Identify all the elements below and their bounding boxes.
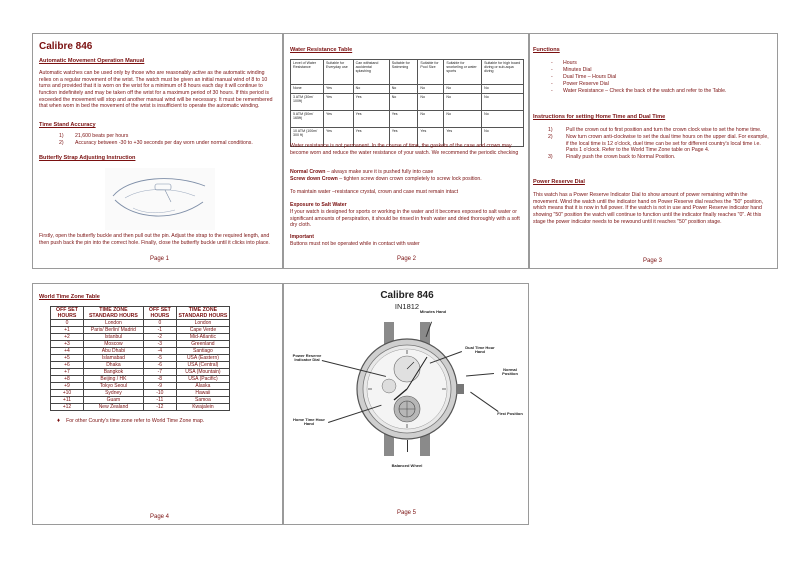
label-minutes-hand: Minutes Hand bbox=[419, 309, 447, 314]
table-row: +12 New Zealand -12 Kwajalein bbox=[51, 404, 230, 411]
list-item: - Hours bbox=[551, 60, 577, 66]
page-3-panel bbox=[529, 33, 778, 269]
list-item: - Dual Time – Hours Dial bbox=[551, 74, 617, 81]
list-item: 2) Accuracy between -30 to +30 seconds per day worn under normal conditions. bbox=[59, 139, 253, 146]
label-home-time: Home Time Hour Hand bbox=[293, 417, 325, 427]
table-row: 10 ATM (100m/ 300 ft) Yes Yes Yes Yes Yes No bbox=[291, 128, 524, 147]
label-balanced-wheel: Balanced Wheel bbox=[391, 463, 423, 468]
table-row: +8 Beijing / HK -8 USA (Pacific) bbox=[51, 376, 230, 383]
page-number: Page 5 bbox=[397, 510, 417, 516]
strap-paragraph: Firstly, open the butterfly buckle and then pull out the pin. Adjust the strap to the required length, and then push back the pin into the correct hole. Finally, close the butterfly buckle until it clicks into place. bbox=[39, 233, 270, 246]
table-row: +11 Guam -11 Samoa bbox=[51, 397, 230, 404]
page-2-panel bbox=[283, 33, 529, 269]
list-item: - Minutes Dial bbox=[551, 67, 592, 74]
label-power-reserve: Power Reserve Indicator Dial bbox=[292, 353, 322, 363]
label-normal-position: Normal Position bbox=[502, 367, 518, 377]
bullet-icon: ♦ bbox=[57, 418, 61, 424]
normal-crown-line: Normal Crown – always make sure it is pushed fully into case bbox=[290, 169, 434, 175]
exposure-paragraph: If your watch is designed for sports or working in the water and it becomes exposed to salt water or significant amounts of perspiration, it should be rinsed in fresh water and dried thoroughly with a soft dry cloth. bbox=[290, 209, 520, 229]
world-time-zone-table bbox=[50, 306, 230, 411]
page-number: Page 1 bbox=[150, 256, 170, 262]
list-item: 2) Now turn crown anti-clockwise to set the dual time hours on the upper dial. For example, if the local time is 12 o'clock, duel time can be set for different country's local time i.e. Paris 1 o'clock. Refer to the World Time Zone table on Page 4. bbox=[548, 133, 769, 154]
table-row: +5 Islamabad -5 USA (Eastern) bbox=[51, 355, 230, 362]
water-intro-paragraph: Water resistance is not permanent. In the course of time, the gaskets of the case and crown may become worn and reduce the water resistance of your watch. We recommend the periodic checking bbox=[290, 143, 519, 156]
section-heading-important: Important bbox=[290, 234, 314, 240]
table-row: +3 Moscow -3 Greenland bbox=[51, 341, 230, 348]
page-number: Page 4 bbox=[150, 514, 170, 520]
page-title: Calibre 846 bbox=[39, 41, 93, 52]
label-first-position: First Position bbox=[497, 411, 523, 416]
power-reserve-paragraph: This watch has a Power Reserve Indicator Dial to show amount of power remaining within the movement. Wind the watch until the indicator hand on Power Reserve dial reaches the "50" position, which means that it is now in full power. If the watch is not in use and Power Reserve indicator hand showing "50" position the watch will continue to function until the indicator finally reaches "0". At this stage the power indicator needs to be rewound until it reaches "50" position stage. bbox=[533, 192, 764, 225]
list-item: - Water Resistance – Check the back of the watch and refer to the Table. bbox=[551, 88, 727, 95]
table-row: +10 Sydney -10 Hawaii bbox=[51, 390, 230, 397]
list-item: 3) Finally push the crown back to Normal Position. bbox=[548, 154, 676, 160]
screw-crown-line: Screw down Crown – tighten screw down crown completely to screw lock position. bbox=[290, 176, 482, 182]
maintain-paragraph: To maintain water –resistance crystal, crown and case must remain intact bbox=[290, 189, 459, 195]
section-heading-water-table: Water Resistance Table bbox=[290, 47, 353, 53]
page-5-panel bbox=[283, 283, 529, 525]
table-row: 3 ATM (30m/ 100ft) Yes Yes No No No No bbox=[291, 94, 524, 111]
functions-list bbox=[549, 60, 777, 95]
section-heading-power-reserve: Power Reserve Dial bbox=[533, 179, 585, 185]
model-number: IN1812 bbox=[394, 302, 420, 311]
page-number: Page 2 bbox=[397, 256, 417, 262]
table-row: 0 London 0 London bbox=[51, 320, 230, 327]
important-paragraph: Buttons must not be operated while in contact with water bbox=[290, 241, 420, 247]
table-row: +4 Abu Dhabi -4 Santiago bbox=[51, 348, 230, 355]
list-item: 1) Pull the crown out to first position and turn the crown clock wise to set the home time. bbox=[548, 127, 762, 133]
section-heading-exposure: Exposure to Salt Water bbox=[290, 202, 347, 208]
butterfly-buckle-illustration bbox=[105, 168, 215, 230]
page-4-panel bbox=[32, 283, 283, 525]
page-1-panel bbox=[32, 33, 283, 269]
page-title: Calibre 846 bbox=[380, 290, 434, 301]
list-item: 1) 21,600 beats per hours bbox=[59, 133, 129, 139]
section-heading-auto: Automatic Movement Operation Manual bbox=[39, 58, 145, 64]
section-heading-strap: Butterfly Strap Adjusting Instruction bbox=[39, 155, 136, 161]
table-row: Level of Water Resistance Suitable for Everyday use Can withstand accidental splashing Suitable for Swimming Suitable for Pool Size Suitable for snorkeling or water sports Suitable for high board diving or sub-aqua diving bbox=[291, 60, 524, 85]
auto-paragraph: Automatic watches can be used only by those who are reasonably active as the automatic winding relies on a regular movement of the wrist. The watch must be given an initial manual wind of 8 to 10 turns and provided that it is worn on the wrist for a minimum of 8 hours each day it will continue to function indefinitely and may be taken off the wrist for a maximum period of 30 hours. If this period is exceeded the movement will stop and another manual wind will be necessary. It must be remembered that when worn in bed the movement of the wrist is insufficient to operate the automatic winding. bbox=[39, 70, 273, 110]
accuracy-list bbox=[55, 133, 280, 147]
section-heading-functions: Functions bbox=[533, 47, 560, 53]
table-row: 5 ATM (50m/ 165ft) Yes Yes Yes No No No bbox=[291, 111, 524, 128]
table-row: +2 Istanbul -2 Mid-Atlantic bbox=[51, 334, 230, 341]
list-item: - Power Reserve Dial bbox=[551, 81, 609, 88]
table-row: None Yes No No No No No bbox=[291, 85, 524, 94]
label-dual-time: Dual Time Hour Hand bbox=[465, 345, 495, 355]
table-row: +6 Dhaka -6 USA (Central) bbox=[51, 362, 230, 369]
section-heading-accuracy: Time Stand Accuracy bbox=[39, 122, 96, 128]
section-heading-world-time: World Time Zone Table bbox=[39, 294, 100, 300]
table-row: +1 Paris/ Berlin/ Madrid -1 Cape Verde bbox=[51, 327, 230, 334]
table-row: +7 Bangkok -7 USA (Mountain) bbox=[51, 369, 230, 376]
table-row: +9 Tokyo Seoul -9 Alaska bbox=[51, 383, 230, 390]
leader-line bbox=[407, 440, 408, 452]
time-zone-note: ♦ For other County's time zone refer to World Time Zone map. bbox=[57, 418, 205, 424]
table-row: OFF SET HOURS TIME ZONE STANDARD HOURS OFF SET HOURS TIME ZONE STANDARD HOURS bbox=[51, 307, 230, 320]
water-resistance-table bbox=[290, 59, 524, 147]
leader-line bbox=[470, 392, 498, 412]
page-number: Page 3 bbox=[643, 258, 663, 264]
instructions-list bbox=[544, 127, 772, 161]
section-heading-instructions: Instructions for setting Home Time and Dual Time bbox=[533, 114, 666, 120]
